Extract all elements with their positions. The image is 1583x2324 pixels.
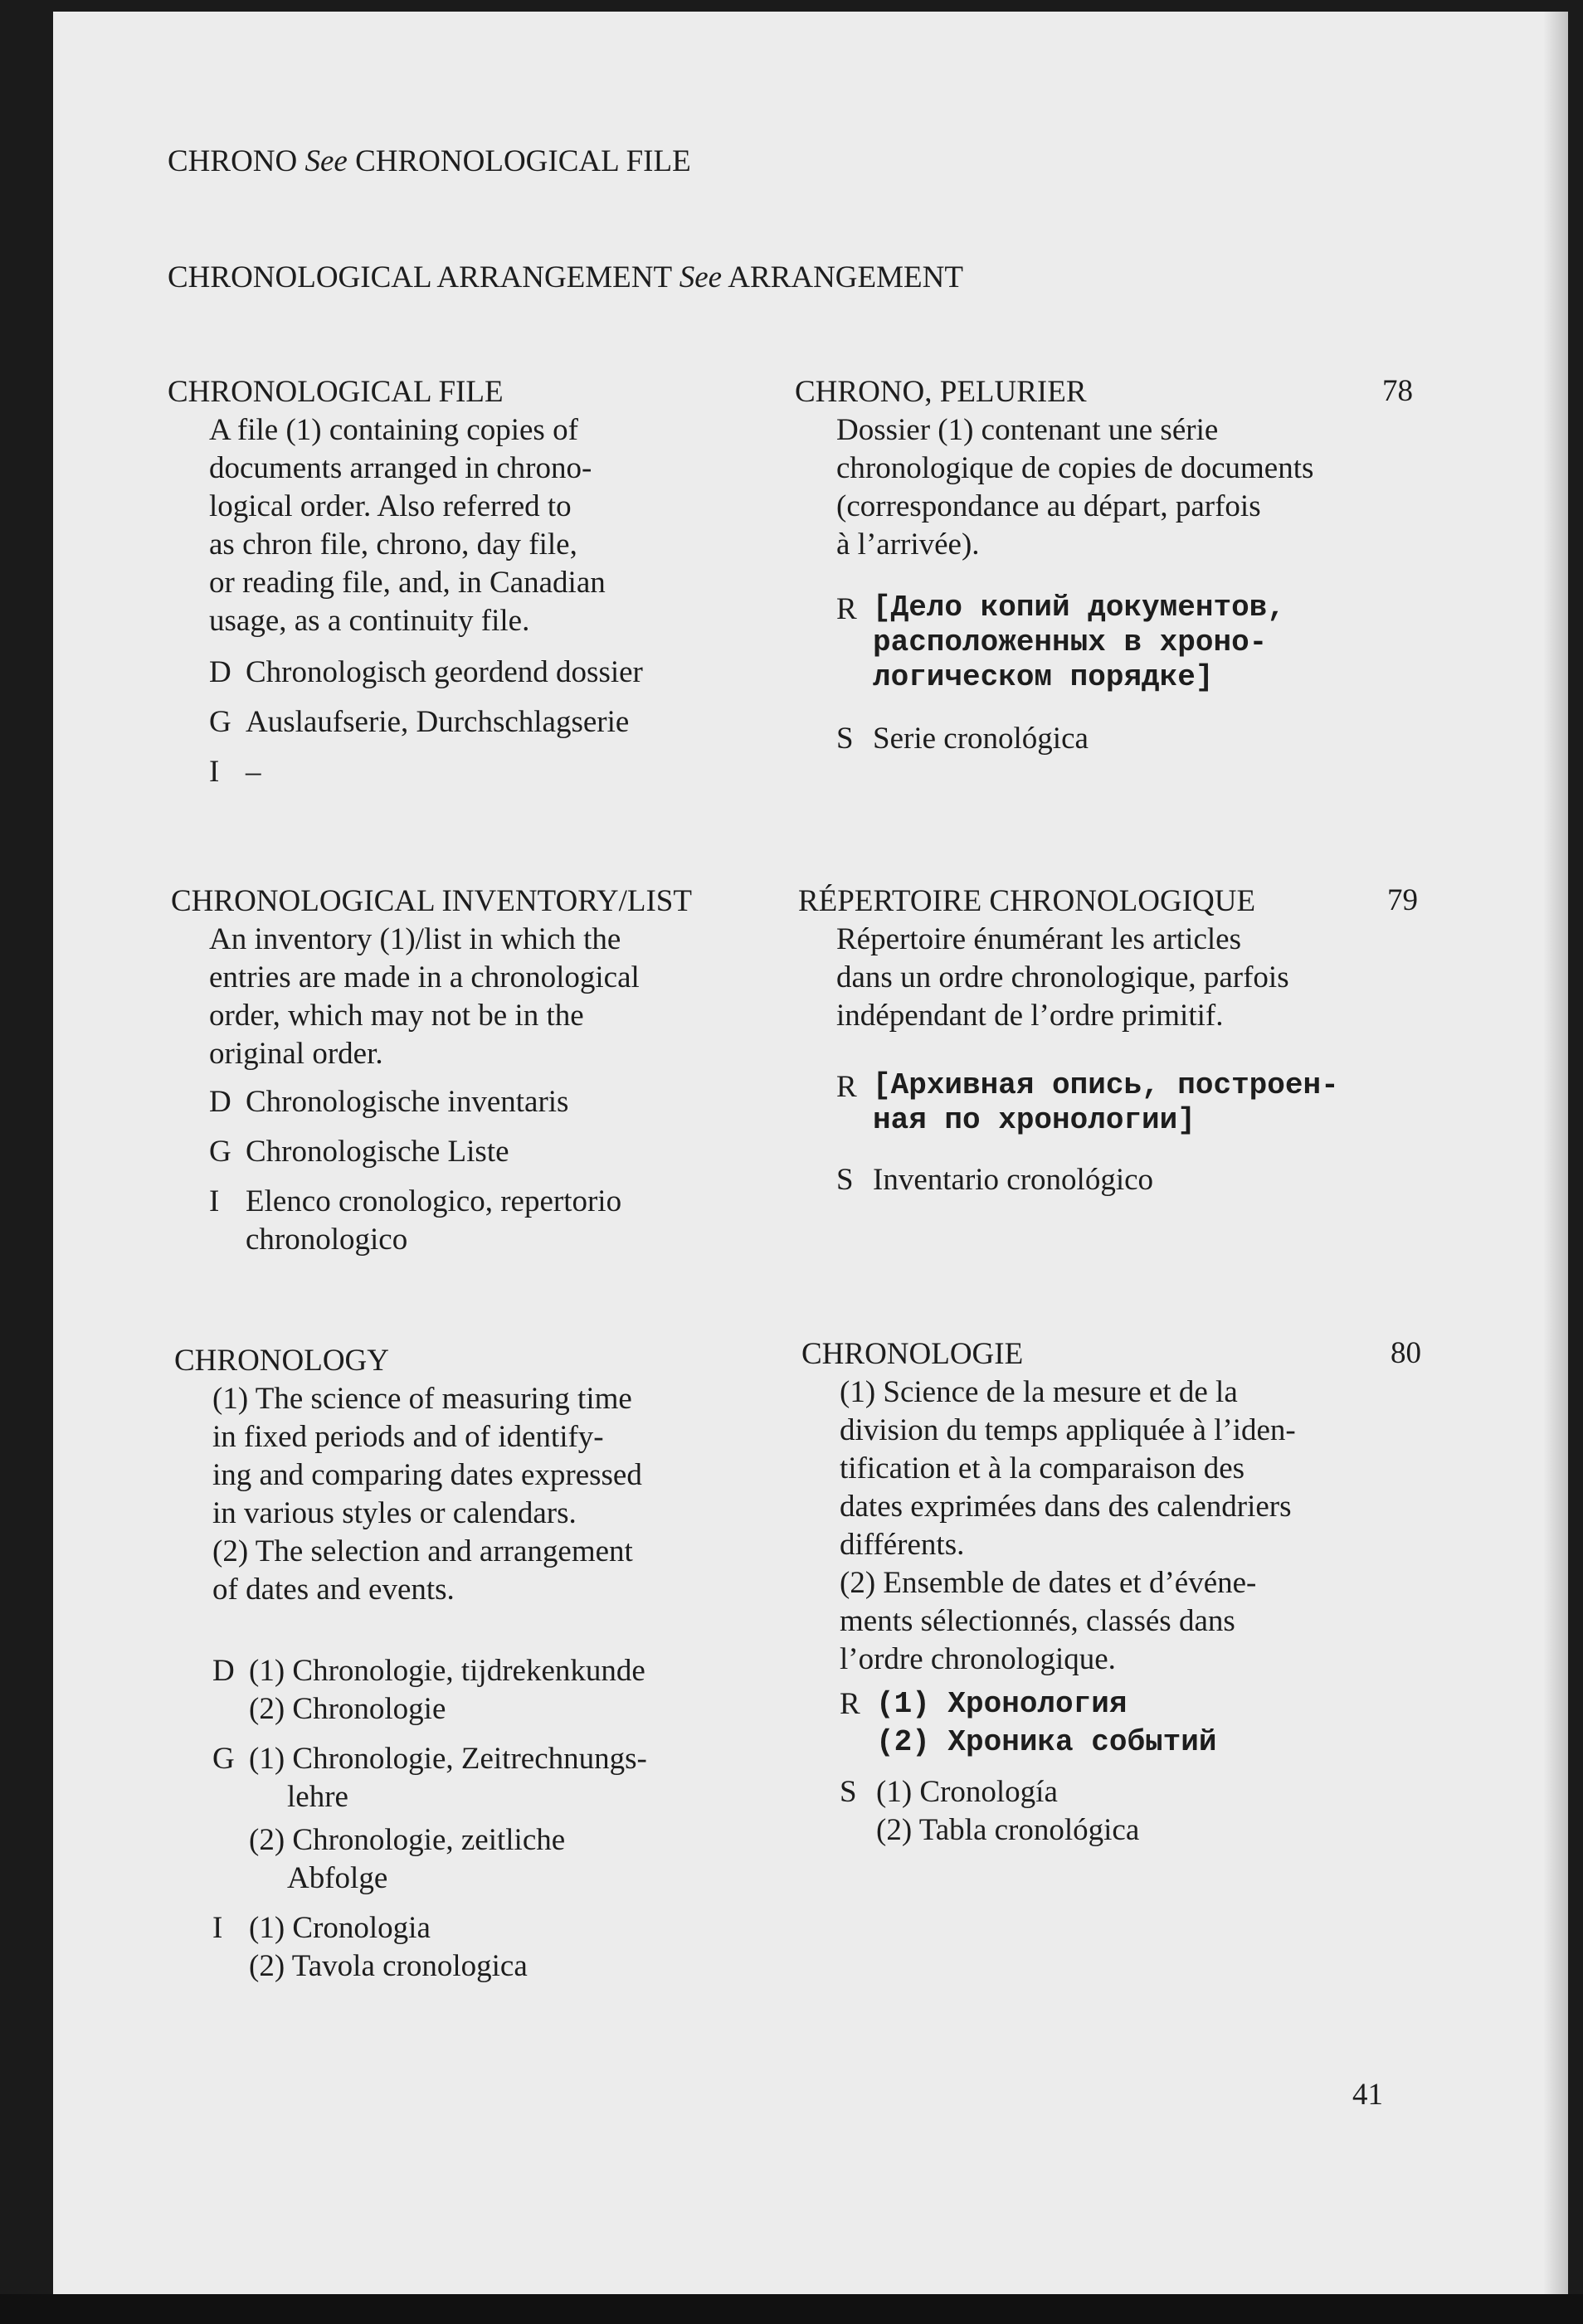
def-line: Répertoire énumérant les articles xyxy=(836,922,1241,956)
def-line: order, which may not be in the xyxy=(209,999,584,1033)
def-line: ments sélectionnés, classés dans xyxy=(840,1604,1235,1638)
lang-equivalent-r: R [Архивная опись, построен- ная по хронологии] xyxy=(836,1068,1339,1137)
entry-79-en-definition xyxy=(171,921,692,1073)
def-line: or reading file, and, in Canadian xyxy=(209,566,606,600)
cross-ref-chrono: CHRONO See CHRONOLOGICAL FILE xyxy=(168,144,691,178)
entry-78-fr-definition xyxy=(795,411,1313,564)
def-line: logical order. Also referred to xyxy=(209,489,572,523)
entry-80-fr xyxy=(801,1335,1296,1850)
def-line: A file (1) containing copies of xyxy=(209,413,578,447)
def-line: usage, as a continuity file. xyxy=(209,604,530,638)
lang-equivalent-d: D (1) Chronologie, tijdrekenkunde xyxy=(212,1654,645,1688)
entry-78-en-head: CHRONOLOGICAL FILE xyxy=(168,375,504,409)
def-line: chronologique de copies de documents xyxy=(836,451,1314,485)
entry-80-en-head: CHRONOLOGY xyxy=(174,1344,389,1378)
lang-equivalent-i: I Elenco cronologico, repertorio xyxy=(209,1184,622,1218)
lang-equivalent-s: S Serie cronológica xyxy=(836,722,1089,756)
def-line: entries are made in a chronological xyxy=(209,960,640,994)
entry-80-fr-definition xyxy=(801,1373,1296,1679)
russian-term: [Архивная опись, построен- ная по хронологии] xyxy=(873,1068,1339,1137)
def-line: ing and comparing dates expressed xyxy=(212,1458,642,1492)
def-line: in various styles or calendars. xyxy=(212,1496,577,1530)
def-line: l’ordre chronologique. xyxy=(840,1642,1116,1676)
entry-80-fr-head: CHRONOLOGIE xyxy=(801,1337,1024,1371)
def-line: (2) The selection and arrangement xyxy=(212,1534,633,1568)
cross-ref-chronological-arrangement: CHRONOLOGICAL ARRANGEMENT See ARRANGEMENT xyxy=(168,260,963,294)
def-line: indépendant de l’ordre primitif. xyxy=(836,999,1224,1033)
scan-bottom-edge xyxy=(0,2294,1583,2324)
def-line: in fixed periods and of identify- xyxy=(212,1420,604,1454)
def-line: à l’arrivée). xyxy=(836,528,980,562)
entry-78-fr-head: CHRONO, PELURIER xyxy=(795,375,1087,409)
def-line: division du temps appliquée à l’iden- xyxy=(840,1413,1296,1447)
def-line: différents. xyxy=(840,1528,965,1562)
entry-number-80: 80 xyxy=(1391,1336,1421,1370)
lang-equivalent-g: G Auslaufserie, Durchschlagserie xyxy=(209,705,630,739)
def-line: (correspondance au départ, parfois xyxy=(836,489,1261,523)
entry-79-en xyxy=(171,882,692,1259)
def-line: of dates and events. xyxy=(212,1573,455,1607)
def-line: dans un ordre chronologique, parfois xyxy=(836,960,1289,994)
def-line: tification et à la comparaison des xyxy=(840,1451,1245,1485)
def-line: (2) Ensemble de dates et d’événe- xyxy=(840,1566,1257,1600)
lang-equivalent-d: D Chronologisch geordend dossier xyxy=(209,655,643,689)
def-line: An inventory (1)/list in which the xyxy=(209,922,621,956)
lang-equivalent-r: R (1) Хронология (2) Хроника событий xyxy=(801,1685,1296,1762)
def-line: Dossier (1) contenant une série xyxy=(836,413,1219,447)
lang-equivalent-s: S (1) Cronología xyxy=(840,1775,1058,1809)
lang-equivalent-s: S Inventario cronológico xyxy=(836,1163,1154,1197)
lang-equivalent-g-cont: Abfolge xyxy=(287,1861,388,1895)
russian-term: (1) Хронология (2) Хроника событий xyxy=(876,1687,1217,1759)
page-number: 41 xyxy=(1352,2078,1383,2112)
lang-equivalent-i-cont: (2) Tavola cronologica xyxy=(249,1949,528,1983)
entry-79-fr xyxy=(798,882,1339,1199)
entry-80-en-definition xyxy=(174,1380,647,1609)
def-line: documents arranged in chrono- xyxy=(209,451,592,485)
lang-equivalent-g-cont: (2) Chronologie, zeitliche xyxy=(249,1823,566,1857)
entry-number-78: 78 xyxy=(1382,374,1413,408)
entry-79-fr-head: RÉPERTOIRE CHRONOLOGIQUE xyxy=(798,884,1256,918)
def-line: (1) The science of measuring time xyxy=(212,1382,632,1416)
entry-79-fr-definition xyxy=(798,921,1339,1035)
def-line: (1) Science de la mesure et de la xyxy=(840,1375,1238,1409)
entry-80-en xyxy=(174,1342,647,1986)
entry-78-en xyxy=(168,373,643,791)
entry-79-en-head: CHRONOLOGICAL INVENTORY/LIST xyxy=(171,884,692,918)
entry-78-en-definition xyxy=(168,411,643,640)
lang-equivalent-i-cont: chronologico xyxy=(246,1223,408,1257)
entry-78-fr xyxy=(795,373,1313,758)
lang-equivalent-g: G Chronologische Liste xyxy=(209,1135,509,1169)
page-edge-shadow xyxy=(1543,12,1568,2294)
def-line: dates exprimées dans des calendriers xyxy=(840,1490,1292,1524)
document-page xyxy=(53,12,1568,2294)
bleed-through-mark xyxy=(1049,136,1397,169)
lang-equivalent-d: D Chronologische inventaris xyxy=(209,1085,569,1119)
russian-term: [Дело копий документов, расположенных в хроно- логическом порядке] xyxy=(873,591,1285,694)
entry-number-79: 79 xyxy=(1387,883,1418,917)
lang-equivalent-i: I – xyxy=(209,755,261,789)
lang-equivalent-d-cont: (2) Chronologie xyxy=(249,1692,446,1726)
def-line: original order. xyxy=(209,1037,383,1071)
lang-equivalent-g-cont: lehre xyxy=(287,1780,348,1814)
lang-equivalent-i: I (1) Cronologia xyxy=(212,1911,431,1945)
lang-equivalent-g: G (1) Chronologie, Zeitrechnungs- xyxy=(212,1742,647,1776)
lang-equivalent-r: R [Дело копий документов, расположенных в хроно- логическом порядке] xyxy=(836,591,1285,694)
lang-equivalent-s-cont: (2) Tabla cronológica xyxy=(876,1813,1140,1847)
def-line: as chron file, chrono, day file, xyxy=(209,528,577,562)
